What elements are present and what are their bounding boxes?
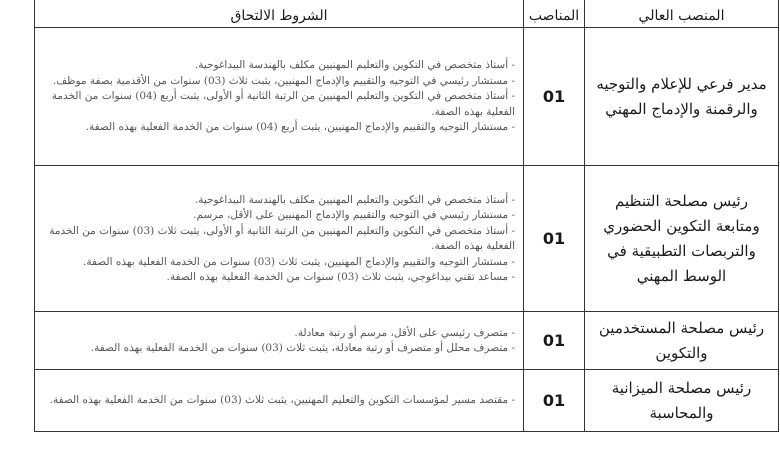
count-cell: 01 [524,166,585,312]
condition-item: - أستاذ متخصص في التكوين والتعليم المهنيين من الرتبة الثانية أو الأولى، يثبت ثلاث (03) سنوات من الخدمة الفعلية بهذه الصفة. [49,224,515,252]
position-cell: رئيس مصلحة التنظيم ومتابعة التكوين الحضوري والتربصات التطبيقية في الوسط المهني [585,166,779,312]
condition-item: - أستاذ متخصص في التكوين والتعليم المهنيين مكلف بالهندسة البيداغوجية. [194,193,515,206]
count-cell: 01 [524,28,585,166]
condition-item: - مساعد تقني بيداغوجي، يثبت ثلاث (03) سنوات من الخدمة الفعلية بهذه الصفة. [166,271,515,283]
position-cell: رئيس مصلحة المستخدمين والتكوين [585,312,779,370]
position-cell: مدير فرعي للإعلام والتوجيه والرقمنة والإدماج المهني [585,28,779,166]
table-header-row [35,0,779,28]
condition-item: - مستشار التوجيه والتقييم والإدماج المهنيين، يثبت أربع (04) سنوات من الخدمة الفعلية بهذه الصفة. [85,121,515,134]
condition-item: - مستشار التوجيه والتقييم والإدماج المهنيين، يثبت ثلاث (03) سنوات من الخدمة الفعلية بهذه الصفة. [83,255,515,268]
condition-item: - متصرف رئيسي على الأقل، مرسم أو رتبة معادلة. [294,326,515,339]
table-row [35,370,779,432]
header-position: المنصب العالي [585,0,779,28]
condition-item: - متصرف محلل أو متصرف أو رتبة معادلة، يثبت ثلاث (03) سنوات من الخدمة الفعلية بهذه الصفة. [90,342,515,354]
table-row [35,312,779,370]
positions-table [34,0,779,432]
condition-item: - مستشار رئيسي في التوجيه والتقييم والإدماج المهنيين، يثبت ثلاث (03) سنوات من الأقدمية بصفة موظف. [52,74,515,87]
count-cell: 01 [524,312,585,370]
condition-item: - أستاذ متخصص في التكوين والتعليم المهنيين مكلف بالهندسة البيداغوجية. [194,59,515,72]
header-conditions: الشروط الالتحاق [35,0,524,28]
table-row [35,28,779,166]
condition-item: - مقتصد مسير لمؤسسات التكوين والتعليم المهنيين، يثبت ثلاث (03) سنوات من الخدمة الفعلية بهذه الصفة. [49,394,515,407]
header-count: المناصب [524,0,585,28]
position-cell: رئيس مصلحة الميزانية والمحاسبة [585,370,779,432]
conditions-cell [35,28,524,166]
conditions-cell [35,312,524,370]
condition-item: - مستشار رئيسي في التوجيه والتقييم والإدماج المهنيين على الأقل، مرسم. [193,209,515,221]
conditions-cell [35,166,524,312]
condition-item: - أستاذ متخصص في التكوين والتعليم المهنيين من الرتبة الثانية أو الأولى، يثبت أربع (04) سنوات من الخدمة الفعلية بهذه الصفة. [51,90,515,118]
conditions-cell [35,370,524,432]
count-cell: 01 [524,370,585,432]
table-row [35,166,779,312]
